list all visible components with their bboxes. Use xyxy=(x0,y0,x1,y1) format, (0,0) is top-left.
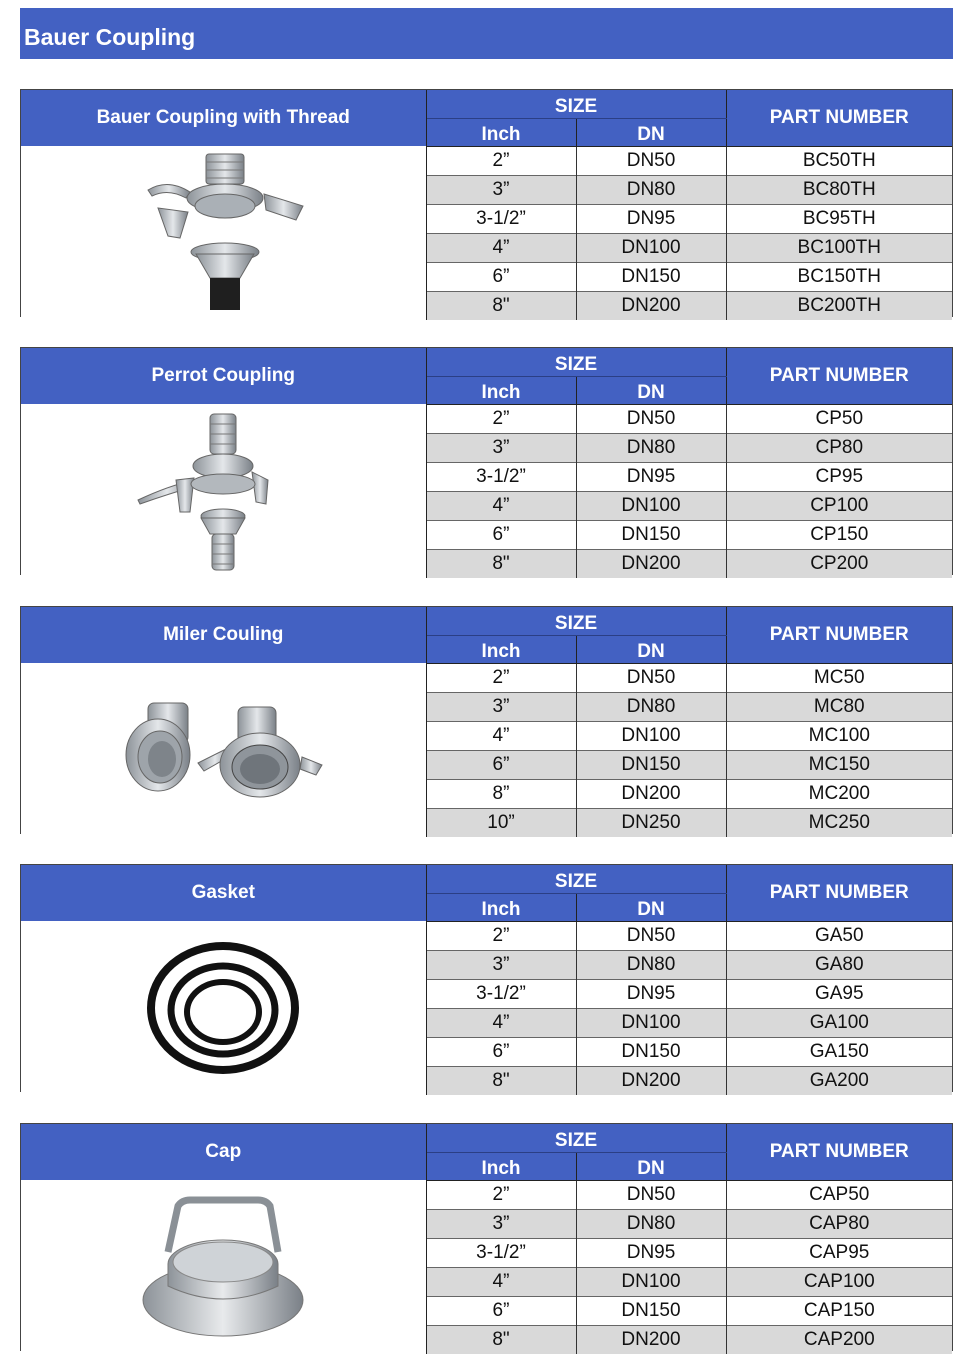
dn-cell: DN250 xyxy=(576,808,726,837)
part-number-header: PART NUMBER xyxy=(726,607,952,663)
inch-cell: 3-1/2” xyxy=(426,979,576,1008)
dn-header: DN xyxy=(576,1152,726,1180)
part-number-cell: CP80 xyxy=(726,433,952,462)
product-name-header: Perrot Coupling xyxy=(21,348,426,404)
size-header: SIZE xyxy=(426,348,726,376)
part-number-cell: BC80TH xyxy=(726,175,952,204)
inch-cell: 4” xyxy=(426,233,576,262)
product-name-header: Bauer Coupling with Thread xyxy=(21,90,426,146)
part-number-cell: GA100 xyxy=(726,1008,952,1037)
dn-cell: DN50 xyxy=(576,921,726,950)
size-header: SIZE xyxy=(426,607,726,635)
dn-header: DN xyxy=(576,893,726,921)
inch-cell: 2” xyxy=(426,1180,576,1209)
dn-cell: DN95 xyxy=(576,462,726,491)
part-number-cell: MC100 xyxy=(726,721,952,750)
inch-cell: 10” xyxy=(426,808,576,837)
dn-cell: DN50 xyxy=(576,663,726,692)
part-number-cell: CAP200 xyxy=(726,1325,952,1354)
part-number-cell: BC95TH xyxy=(726,204,952,233)
dn-cell: DN200 xyxy=(576,549,726,578)
inch-cell: 3” xyxy=(426,175,576,204)
dn-header: DN xyxy=(576,635,726,663)
inch-cell: 6” xyxy=(426,1037,576,1066)
inch-cell: 3” xyxy=(426,692,576,721)
dn-header: DN xyxy=(576,118,726,146)
spec-table xyxy=(21,348,952,578)
inch-cell: 6” xyxy=(426,262,576,291)
spec-table xyxy=(21,865,952,1095)
part-number-cell: CP200 xyxy=(726,549,952,578)
part-number-header: PART NUMBER xyxy=(726,90,952,146)
inch-header: Inch xyxy=(426,118,576,146)
dn-cell: DN150 xyxy=(576,520,726,549)
dn-cell: DN100 xyxy=(576,233,726,262)
product-name-header: Miler Couling xyxy=(21,607,426,663)
inch-cell: 4” xyxy=(426,1267,576,1296)
part-number-cell: CAP80 xyxy=(726,1209,952,1238)
inch-cell: 8” xyxy=(426,779,576,808)
page-title: Bauer Coupling xyxy=(20,8,953,59)
part-number-cell: MC50 xyxy=(726,663,952,692)
inch-header: Inch xyxy=(426,635,576,663)
size-header: SIZE xyxy=(426,1124,726,1152)
size-header: SIZE xyxy=(426,865,726,893)
inch-cell: 4” xyxy=(426,491,576,520)
part-number-cell: CP50 xyxy=(726,404,952,433)
gasket-image xyxy=(21,921,426,1095)
dn-cell: DN80 xyxy=(576,175,726,204)
inch-cell: 2” xyxy=(426,404,576,433)
inch-cell: 2” xyxy=(426,921,576,950)
dn-cell: DN100 xyxy=(576,721,726,750)
product-name-header: Gasket xyxy=(21,865,426,921)
dn-cell: DN100 xyxy=(576,491,726,520)
part-number-cell: BC50TH xyxy=(726,146,952,175)
part-number-cell: MC80 xyxy=(726,692,952,721)
inch-cell: 6” xyxy=(426,1296,576,1325)
part-number-cell: GA150 xyxy=(726,1037,952,1066)
section-miler-coupling xyxy=(20,606,953,834)
dn-cell: DN80 xyxy=(576,692,726,721)
dn-cell: DN50 xyxy=(576,1180,726,1209)
dn-cell: DN200 xyxy=(576,779,726,808)
inch-cell: 8" xyxy=(426,549,576,578)
part-number-cell: BC100TH xyxy=(726,233,952,262)
dn-cell: DN150 xyxy=(576,1296,726,1325)
cap-image xyxy=(21,1180,426,1354)
part-number-cell: CAP150 xyxy=(726,1296,952,1325)
section-perrot-coupling xyxy=(20,347,953,575)
part-number-cell: BC200TH xyxy=(726,291,952,320)
dn-cell: DN200 xyxy=(576,291,726,320)
product-name-header: Cap xyxy=(21,1124,426,1180)
dn-cell: DN150 xyxy=(576,262,726,291)
section-gasket xyxy=(20,864,953,1092)
inch-cell: 3-1/2” xyxy=(426,204,576,233)
dn-cell: DN100 xyxy=(576,1267,726,1296)
dn-header: DN xyxy=(576,376,726,404)
size-header: SIZE xyxy=(426,90,726,118)
inch-header: Inch xyxy=(426,893,576,921)
inch-cell: 8" xyxy=(426,1325,576,1354)
bauer-coupling-thread-image xyxy=(21,146,426,320)
inch-cell: 3-1/2” xyxy=(426,462,576,491)
inch-cell: 2” xyxy=(426,146,576,175)
part-number-cell: GA50 xyxy=(726,921,952,950)
part-number-cell: MC150 xyxy=(726,750,952,779)
section-bauer-coupling-thread xyxy=(20,89,953,317)
spec-table xyxy=(21,1124,952,1354)
inch-cell: 6” xyxy=(426,750,576,779)
part-number-header: PART NUMBER xyxy=(726,865,952,921)
inch-cell: 4” xyxy=(426,721,576,750)
dn-cell: DN80 xyxy=(576,1209,726,1238)
inch-cell: 4” xyxy=(426,1008,576,1037)
inch-cell: 3” xyxy=(426,433,576,462)
part-number-header: PART NUMBER xyxy=(726,1124,952,1180)
part-number-cell: CAP95 xyxy=(726,1238,952,1267)
part-number-cell: CP95 xyxy=(726,462,952,491)
section-cap xyxy=(20,1123,953,1351)
dn-cell: DN50 xyxy=(576,146,726,175)
spec-table xyxy=(21,90,952,320)
inch-header: Inch xyxy=(426,376,576,404)
part-number-cell: CAP50 xyxy=(726,1180,952,1209)
dn-cell: DN95 xyxy=(576,979,726,1008)
dn-cell: DN200 xyxy=(576,1325,726,1354)
inch-header: Inch xyxy=(426,1152,576,1180)
dn-cell: DN50 xyxy=(576,404,726,433)
inch-cell: 8" xyxy=(426,1066,576,1095)
inch-cell: 8" xyxy=(426,291,576,320)
inch-cell: 3” xyxy=(426,1209,576,1238)
dn-cell: DN200 xyxy=(576,1066,726,1095)
part-number-cell: CP100 xyxy=(726,491,952,520)
inch-cell: 2” xyxy=(426,663,576,692)
part-number-cell: CAP100 xyxy=(726,1267,952,1296)
part-number-cell: MC250 xyxy=(726,808,952,837)
dn-cell: DN95 xyxy=(576,1238,726,1267)
part-number-cell: GA95 xyxy=(726,979,952,1008)
dn-cell: DN80 xyxy=(576,950,726,979)
spec-table xyxy=(21,607,952,837)
dn-cell: DN150 xyxy=(576,750,726,779)
part-number-cell: CP150 xyxy=(726,520,952,549)
part-number-header: PART NUMBER xyxy=(726,348,952,404)
miler-coupling-image xyxy=(21,663,426,837)
inch-cell: 3” xyxy=(426,950,576,979)
dn-cell: DN80 xyxy=(576,433,726,462)
part-number-cell: MC200 xyxy=(726,779,952,808)
part-number-cell: GA80 xyxy=(726,950,952,979)
dn-cell: DN150 xyxy=(576,1037,726,1066)
dn-cell: DN100 xyxy=(576,1008,726,1037)
part-number-cell: BC150TH xyxy=(726,262,952,291)
perrot-coupling-image xyxy=(21,404,426,578)
part-number-cell: GA200 xyxy=(726,1066,952,1095)
dn-cell: DN95 xyxy=(576,204,726,233)
inch-cell: 3-1/2” xyxy=(426,1238,576,1267)
inch-cell: 6” xyxy=(426,520,576,549)
